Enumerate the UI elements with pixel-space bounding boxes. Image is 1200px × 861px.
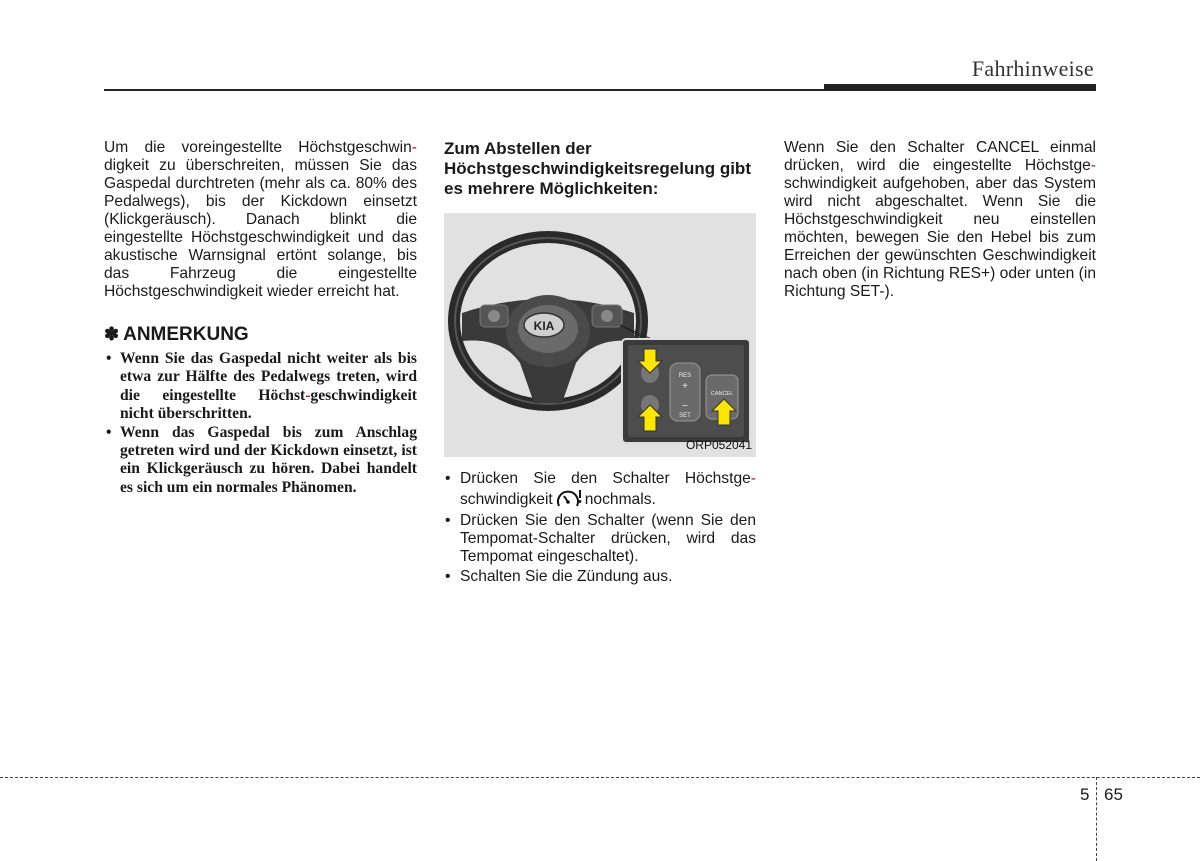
text-run: Um die voreingestellte Höchstgeschwin (104, 139, 412, 156)
text-run: digkeit zu überschreiten, müssen Sie das Gaspedal durchtreten (mehr als ca. 80% des Pedalwegs), bis der Kickdown einsetzt (Klickgeräusch). Danach blinkt die eingestellte Höchstgeschwindigkeit und das akustische Warnsignal ertönt solange, bis das Fahrzeug die eingestellte Höchstgeschwindigkeit wieder erreicht hat. (104, 157, 417, 300)
header-rule-thin (104, 89, 824, 91)
footer-divider (1096, 777, 1097, 861)
red-hyphen: - (411, 139, 417, 156)
red-hyphen: - (750, 470, 756, 487)
section-title: Fahrhinweise (971, 56, 1094, 81)
set-label: SET (679, 413, 691, 419)
text-run: schwindigkeit (460, 491, 553, 508)
intro-paragraph (104, 139, 417, 301)
text-run: Wenn das Gaspedal bis zum Anschlag getreten wird und der Kickdown einsetzt, ist ein Klickgeräusch zu hören. Dabei handelt es sich um ein normales Phänomen. (120, 423, 417, 496)
brand-logo-text: KIA (533, 319, 555, 333)
list-item (104, 350, 417, 424)
bullet-list (444, 470, 756, 586)
text-run: nochmals. (584, 491, 656, 508)
text-run: Wenn Sie das Gaspedal nicht weiter als bis etwa zur Hälfte des Pedalwegs treten, wird die eingestellte Höchst (120, 350, 417, 404)
svg-text:+: + (682, 381, 688, 392)
svg-text:−: − (682, 401, 688, 412)
chapter-number: 5 (1080, 785, 1090, 804)
text-run: Drücken Sie den Schalter Höchstge (460, 470, 751, 487)
text-run: geschwindigkeit nicht überschritten. (120, 386, 417, 423)
note-title-text: ANMERKUNG (123, 324, 249, 345)
steering-wheel-illustration (444, 213, 756, 457)
page-number: 65 (1104, 785, 1123, 804)
cancel-paragraph (784, 139, 1096, 301)
speed-limiter-icon (555, 488, 583, 510)
text-run: schwindigkeit aufgehoben, aber das System wird nicht abgeschaltet. Wenn Sie die Höchstgeschwindigkeit neu einstellen möchten, bewegen Sie den Hebel bis zum Erreichen der gewünschten Geschwindigkeit nach oben (in Richtung RES+) oder unten (in Richtung SET-). (784, 175, 1096, 300)
list-item: • Drücken Sie den Schalter (wenn Sie den Tempomat-Schalter drücken, wird das Tempomat eingeschaltet). (444, 512, 756, 566)
list-item (104, 424, 417, 498)
cancel-label: CANCEL (710, 391, 734, 397)
red-hyphen: - (305, 386, 311, 404)
list-item (444, 470, 756, 510)
figure-code: ORP052041 (685, 438, 752, 452)
footer-rule (0, 777, 1200, 778)
subsection-heading: Zum Abstellen der Höchstgeschwindigkeitsregelung gibt es mehrere Möglichkeiten: (444, 139, 751, 198)
column-right (784, 139, 1096, 301)
red-hyphen: - (1090, 157, 1096, 174)
steering-wheel-figure (444, 213, 756, 457)
note-list (104, 350, 417, 497)
column-left (104, 139, 417, 497)
list-item: • Schalten Sie die Zündung aus. (444, 568, 756, 586)
header-rule-thick (824, 84, 1096, 91)
note-heading (104, 323, 417, 346)
text-run: Wenn Sie den Schalter CANCEL einmal drücken, wird die eingestellte Höchstge (784, 139, 1096, 174)
res-label: RES (678, 373, 692, 379)
asterisk-icon: ✽ (104, 324, 120, 344)
column-middle (444, 139, 756, 588)
